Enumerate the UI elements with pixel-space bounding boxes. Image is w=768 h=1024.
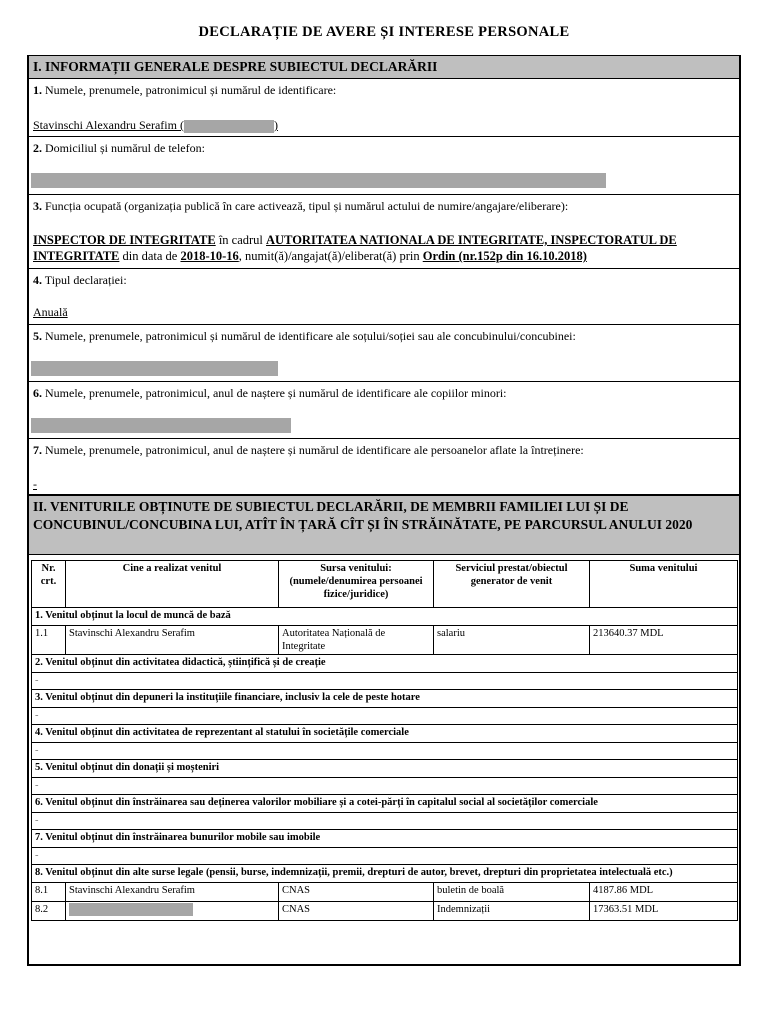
empty-cell: - bbox=[32, 848, 738, 865]
category-title: 6. Venitul obținut din înstrăinarea sau deținerea valorilor mobiliare și a cotei-părți în capitalul social al societăților comerciale bbox=[32, 795, 738, 813]
field-4 bbox=[27, 269, 741, 325]
category-row bbox=[32, 655, 738, 673]
cell-nr: 8.2 bbox=[32, 902, 66, 921]
field-2-label: Domiciliul și numărul de telefon: bbox=[45, 141, 205, 155]
income-table bbox=[31, 560, 738, 921]
cell-service: salariu bbox=[434, 626, 590, 655]
redacted-block bbox=[31, 418, 291, 433]
field-5 bbox=[27, 325, 741, 382]
redacted-block bbox=[69, 903, 193, 916]
field-1-num: 1. bbox=[33, 83, 42, 97]
field-1-value: Stavinschi Alexandru Serafim ( ) bbox=[33, 118, 278, 132]
table-row bbox=[32, 902, 738, 921]
field-6-num: 6. bbox=[33, 386, 42, 400]
table-row bbox=[32, 883, 738, 902]
col-nr: Nr. crt. bbox=[32, 561, 66, 608]
section-2-heading: II. VENITURILE OBȚINUTE DE SUBIECTUL DECLARĂRII, DE MEMBRII FAMILIEI LUI ȘI DE CONCUBINUL/CONCUBINA LUI, ATÎT ÎN ȚARĂ CÎT ȘI ÎN STRĂINĂTATE, PE PARCURSUL ANULUI 2020 bbox=[27, 495, 741, 555]
col-source: Sursa venitului: (numele/denumirea persoanei fizice/juridice) bbox=[279, 561, 434, 608]
field-3-label: Funcția ocupată (organizația publică în care activează, tipul și numărul actului de numire/angajare/eliberare): bbox=[45, 199, 569, 213]
category-row bbox=[32, 830, 738, 848]
field-5-label: Numele, prenumele, patronimicul și numărul de identificare ale soțului/soției sau ale concubinului/concubinei: bbox=[45, 329, 576, 343]
field-4-label: Tipul declarației: bbox=[44, 273, 127, 287]
cell-amount: 213640.37 MDL bbox=[590, 626, 738, 655]
table-row-empty bbox=[32, 778, 738, 795]
redacted-block bbox=[184, 120, 274, 133]
field-4-num: 4. bbox=[33, 273, 42, 287]
function-organization: AUTORITATEA NATIONALA DE INTEGRITATE, INSPECTORATUL DE INTEGRITATE bbox=[33, 233, 677, 263]
cell-nr: 1.1 bbox=[32, 626, 66, 655]
table-row-empty bbox=[32, 848, 738, 865]
table-row bbox=[32, 626, 738, 655]
cell-source: CNAS bbox=[279, 902, 434, 921]
field-7 bbox=[27, 439, 741, 495]
field-4-value: Anuală bbox=[33, 305, 68, 319]
function-position: INSPECTOR DE INTEGRITATE bbox=[33, 233, 216, 247]
field-2-num: 2. bbox=[33, 141, 42, 155]
field-3 bbox=[27, 195, 741, 269]
col-who: Cine a realizat venitul bbox=[66, 561, 279, 608]
cell-service: buletin de boală bbox=[434, 883, 590, 902]
cell-who: Stavinschi Alexandru Serafim bbox=[66, 883, 279, 902]
cell-who bbox=[66, 902, 279, 921]
empty-cell: - bbox=[32, 778, 738, 795]
redacted-block bbox=[31, 173, 606, 188]
category-row bbox=[32, 690, 738, 708]
section-1-heading: I. INFORMAȚII GENERALE DESPRE SUBIECTUL DECLARĂRII bbox=[27, 55, 741, 79]
table-row-empty bbox=[32, 813, 738, 830]
cell-source: CNAS bbox=[279, 883, 434, 902]
table-row-empty bbox=[32, 743, 738, 760]
category-title: 4. Venitul obținut din activitatea de reprezentant al statului în societățile comerciale bbox=[32, 725, 738, 743]
cell-service: Indemnizații bbox=[434, 902, 590, 921]
cell-who: Stavinschi Alexandru Serafim bbox=[66, 626, 279, 655]
col-service: Serviciul prestat/obiectul generator de venit bbox=[434, 561, 590, 608]
function-role-text: , numit(ă)/angajat(ă)/eliberat(ă) prin bbox=[238, 249, 423, 263]
col-amount: Suma venitului bbox=[590, 561, 738, 608]
document-title: DECLARAȚIE DE AVERE ȘI INTERESE PERSONALE bbox=[198, 24, 570, 40]
category-title: 3. Venitul obținut din depuneri la instituțiile financiare, inclusiv la cele de peste hotare bbox=[32, 690, 738, 708]
function-din-data: din data de bbox=[119, 249, 181, 263]
field-7-value: - bbox=[33, 477, 37, 491]
category-title: 1. Venitul obținut la locul de muncă de bază bbox=[32, 608, 738, 626]
empty-cell: - bbox=[32, 708, 738, 725]
table-header-row bbox=[32, 561, 738, 608]
category-title: 8. Venitul obținut din alte surse legale (pensii, burse, indemnizații, premii, drepturi de autor, brevet, drepturi din proprietatea intelectuală etc.) bbox=[32, 865, 738, 883]
field-1 bbox=[27, 79, 741, 137]
function-act: Ordin (nr.152p din 16.10.2018) bbox=[422, 249, 587, 263]
category-title: 5. Venitul obținut din donații și moșteniri bbox=[32, 760, 738, 778]
category-title: 2. Venitul obținut din activitatea didactică, științifică și de creație bbox=[32, 655, 738, 673]
empty-cell: - bbox=[32, 813, 738, 830]
cell-amount: 4187.86 MDL bbox=[590, 883, 738, 902]
cell-nr: 8.1 bbox=[32, 883, 66, 902]
empty-cell: - bbox=[32, 743, 738, 760]
table-row-empty bbox=[32, 673, 738, 690]
field-6 bbox=[27, 382, 741, 439]
category-row bbox=[32, 608, 738, 626]
field-2 bbox=[27, 137, 741, 195]
empty-cell: - bbox=[32, 673, 738, 690]
table-row-empty bbox=[32, 708, 738, 725]
field-5-num: 5. bbox=[33, 329, 42, 343]
function-date: 2018-10-16 bbox=[180, 249, 239, 263]
field-1-label: Numele, prenumele, patronimicul și numărul de identificare: bbox=[45, 83, 337, 97]
function-in-cadrul: în cadrul bbox=[215, 233, 267, 247]
category-row bbox=[32, 795, 738, 813]
cell-source: Autoritatea Națională de Integritate bbox=[279, 626, 434, 655]
field-3-num: 3. bbox=[33, 199, 42, 213]
field-6-label: Numele, prenumele, patronimicul, anul de naștere și numărul de identificare ale copiilor minori: bbox=[45, 386, 507, 400]
category-title: 7. Venitul obținut din înstrăinarea bunurilor mobile sau imobile bbox=[32, 830, 738, 848]
function-description bbox=[33, 232, 729, 264]
field-7-label: Numele, prenumele, patronimicul, anul de naștere și numărul de identificare ale persoanelor aflate la întreținere: bbox=[45, 443, 584, 457]
category-row bbox=[32, 760, 738, 778]
redacted-block bbox=[31, 361, 278, 376]
cell-amount: 17363.51 MDL bbox=[590, 902, 738, 921]
category-row bbox=[32, 725, 738, 743]
field-7-num: 7. bbox=[33, 443, 42, 457]
category-row bbox=[32, 865, 738, 883]
